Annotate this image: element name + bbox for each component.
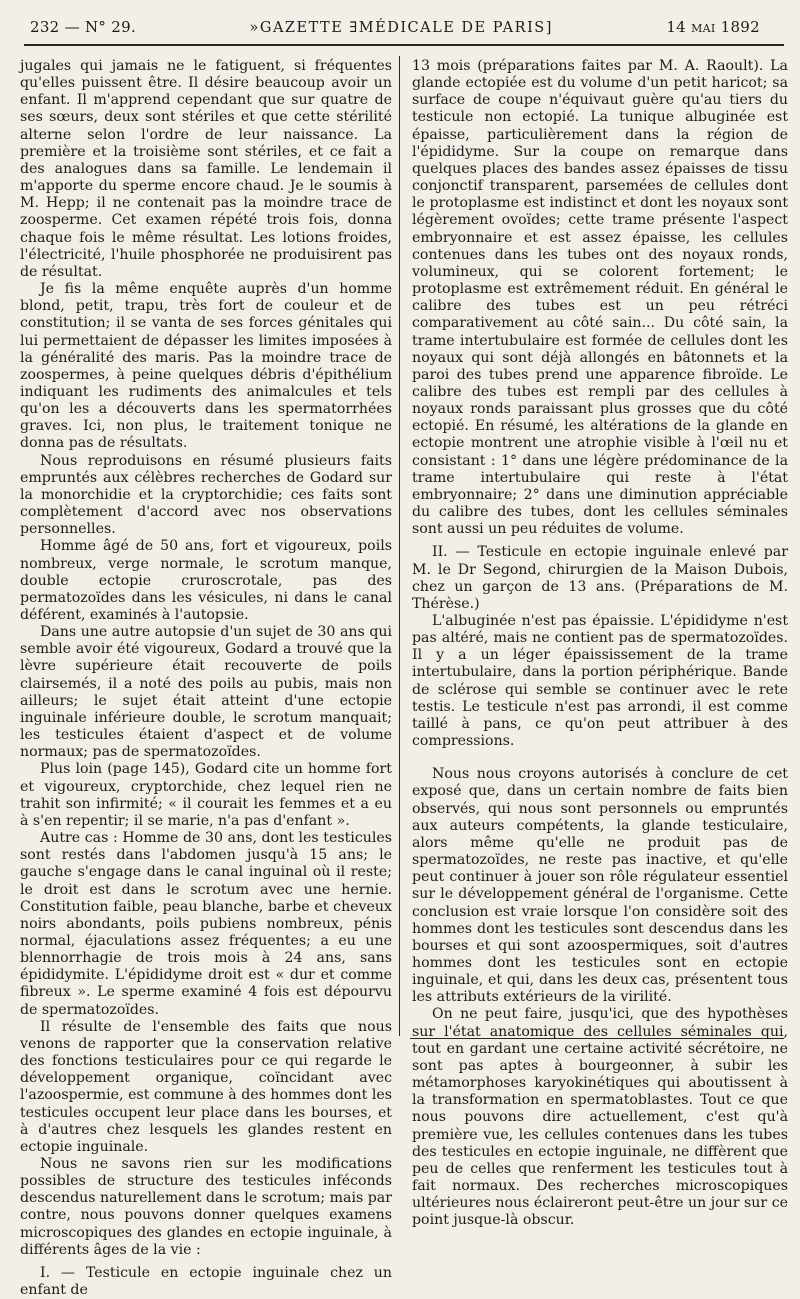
paragraph: Il résulte de l'ensemble des faits que nous venons de rapporter que la conservation relative des fonctions testiculaires pour ce qui regarde le développement organique, coïncidant avec l'azoospermie, est commune à des hommes dont les testicules occupent leur place dans les bourses, et à d'autres chez lesquels les glandes restent en ectopie inguinale. [20, 1018, 392, 1155]
issue-date-day: 14 [666, 18, 687, 36]
paragraph: 13 mois (préparations faites par M. A. Raoult). La glande ectopiée est du volume d'un petit haricot; sa surface de coupe n'équivaut guère qu'au tiers du testicule non ectopié. La tunique albuginée est épaisse, particulièrement dans la région de l'épididyme. Sur la coupe on remarque dans quelques places des bandes assez épaisses de tissu conjonctif transparent, parsemées de cellules dont le protoplasme est indistinct et dont les noyaux sont légèrement ovoïdes; cette trame présente l'aspect embryonnaire et est assez épaisse, les cellules contenues dans les tubes ont des noyaux ronds, volumineux, qui se colorent fortement; le protoplasme est extrêmement réduit. En général le calibre des tubes est un peu rétréci comparativement au côté sain... Du côté sain, la trame intertubulaire est formée de cellules dont les noyaux qui sont déjà allongés en bâtonnets et la paroi des tubes prend une apparence fibroïde. Le calibre des tubes est rempli par des cellules à noyaux ronds paraissant plus grosses que du côté ectopié. En résumé, les altérations de la glande en ectopie montrent une atrophie visible à l'œil nu et consistant : 1° dans une légère prédominance de la trame intertubulaire qui reste à l'état embryonnaire; 2° dans une diminution appréciable du calibre des tubes, dont les cellules séminales sont aussi un peu réduites de volume. [412, 58, 788, 538]
header-dash: — [64, 18, 80, 36]
paragraph: Nous nous croyons autorisés à conclure de cet exposé que, dans un certain nombre de faits bien observés, qui nous sont personnels ou empruntés aux auteurs compétents, la glande testiculaire, alors même qu'elle ne produit pas de spermatozoïdes, ne reste pas inactive, et qu'elle peut continuer à jouer son rôle régulateur essentiel sur le développement général de l'organisme. Cette conclusion est vraie lorsque l'on considère soit des hommes dont les testicules sont descendus dans les bourses et qui sont azoospermiques, soit d'autres hommes dont les testicules sont en ectopie inguinale, et qui, dans les deux cas, présentent tous les attributs extérieurs de la virilité. [412, 766, 788, 1006]
paragraph: Homme âgé de 50 ans, fort et vigoureux, poils nombreux, verge normale, le scrotum manque, double ectopie cruroscrotale, pas des permatozoïdes dans les vésicules, ni dans le canal déférent, examinés à l'autopsie. [20, 538, 392, 623]
issue-date-year: 1892 [720, 18, 760, 36]
paragraph: Nous ne savons rien sur les modifications possibles de structure des testicules inféconds descendus naturellement dans le scrotum; mais par contre, nous pouvons donner quelques examens microscopiques des glandes en ectopie inguinale, à différents âges de la vie : [20, 1156, 392, 1258]
paragraph: Autre cas : Homme de 30 ans, dont les testicules sont restés dans l'abdomen jusqu'à 15 ans; le gauche s'engage dans le canal inguinal où il reste; le droit est dans le scrotum avec une hernie. Constitution faible, peau blanche, barbe et cheveux noirs abondants, poils pubiens nombreux, pénis normal, éjaculations assez fréquentes; a eu une blennorrhagie de trois mois à 24 ans, sans épididymite. L'épididyme droit est « dur et comme fibreux ». Le sperme examiné 4 fois est dépourvu de spermatozoïdes. [20, 830, 392, 1018]
paragraph: L'albuginée n'est pas épaissie. L'épididyme n'est pas altéré, mais ne contient pas de spermatozoïdes. Il y a un léger épaississement de la trame intertubulaire, dans la portion périphérique. Bande de sclérose qui semble se continuer avec le rete testis. Le testicule n'est pas arrondi, il est comme taillé à pans, ce qu'on peut attribuer à des compressions. [412, 613, 788, 750]
paragraph: jugales qui jamais ne le fatiguent, si fréquentes qu'elles puissent être. Il désire beaucoup avoir un enfant. Il m'apprend cependant que sur quatre de ses sœurs, deux sont stériles et que cette stérilité alterne selon l'ordre de leur naissance. La première et la troisième sont stériles, et ce fait a des analogues dans sa famille. Le lendemain il m'apporte du sperme encore chaud. Je le soumis à M. Hepp; il ne contenait pas la moindre trace de zoosperme. Cet examen répété trois fois, donna chaque fois le même résultat. Les lotions froides, l'électricité, l'huile phosphorée ne produisirent pas de résultat. [20, 58, 392, 280]
publication-title: »GAZETTE ∃MÉDICALE DE PARIS] [249, 20, 553, 36]
case-heading: I. — Testicule en ectopie inguinale chez un enfant de [20, 1264, 392, 1299]
paragraph: Plus loin (page 145), Godard cite un homme fort et vigoureux, cryptorchide, chez lequel rien ne trahit son infirmité; « il courait les femmes et a eu à s'en repentir; il se marie, n'a pas d'enfant ». [20, 761, 392, 829]
issue-date [666, 18, 760, 36]
left-column [20, 58, 392, 1299]
header-rule [24, 44, 784, 46]
issue-number: N° 29. [85, 18, 137, 36]
issue-date-month: MAI [691, 22, 716, 35]
right-column [412, 58, 788, 1229]
page-number-block [30, 18, 136, 36]
page-number: 232 [30, 18, 60, 36]
paragraph: Nous reproduisons en résumé plusieurs faits empruntés aux célèbres recherches de Godard sur la monorchidie et la cryptorchidie; ces faits sont complètement d'accord avec nos observations personnelles. [20, 452, 392, 538]
case-heading: II. — Testicule en ectopie inguinale enlevé par M. le Dr Segond, chirurgien de la Maison Dubois, chez un garçon de 13 ans. (Préparations de M. Thérèse.) [412, 544, 788, 612]
paragraph: Dans une autre autopsie d'un sujet de 30 ans qui semble avoir été vigoureux, Godard a trouvé que la lèvre supérieure était recouverte de poils clairsemés, il a noté des poils au pubis, mais non ailleurs; le sujet était atteint d'une ectopie inguinale inférieure double, le scrotum manquait; les testicules étaient d'aspect et de volume normaux; pas de spermatozoïdes. [20, 624, 392, 761]
page-header [30, 18, 760, 40]
column-divider [399, 56, 400, 1036]
paragraph: Je fis la même enquête auprès d'un homme blond, petit, trapu, très fort de couleur et de constitution; il se vanta de ses forces génitales qui lui permettaient de dépasser les limites imposées à la généralité des maris. Pas la moindre trace de zoospermes, à peine quelques débris d'épithélium indiquant les rudiments des animalcules et tels qu'on les a découverts dans les spermatorrhées graves. Ici, non plus, le traitement tonique ne donna pas de résultats. [20, 281, 392, 452]
paragraph: On ne peut faire, jusqu'ici, que des hypothèses sur l'état anatomique des cellules séminales qui, tout en gardant une certaine activité sécrétoire, ne sont pas aptes à bourgeonner, à subir les métamorphoses karyokinétiques qui aboutissent à la transformation en spermatoblastes. Tout ce que nous pouvons dire actuellement, c'est qu'à première vue, les cellules contenues dans les tubes des testicules en ectopie inguinale, ne diffèrent que peu de celles que renferment les testicules tout à fait normaux. Des recherches microscopiques ultérieures nous éclaireront peut-être un jour sur ce point jusque-là obscur. [412, 1006, 788, 1229]
